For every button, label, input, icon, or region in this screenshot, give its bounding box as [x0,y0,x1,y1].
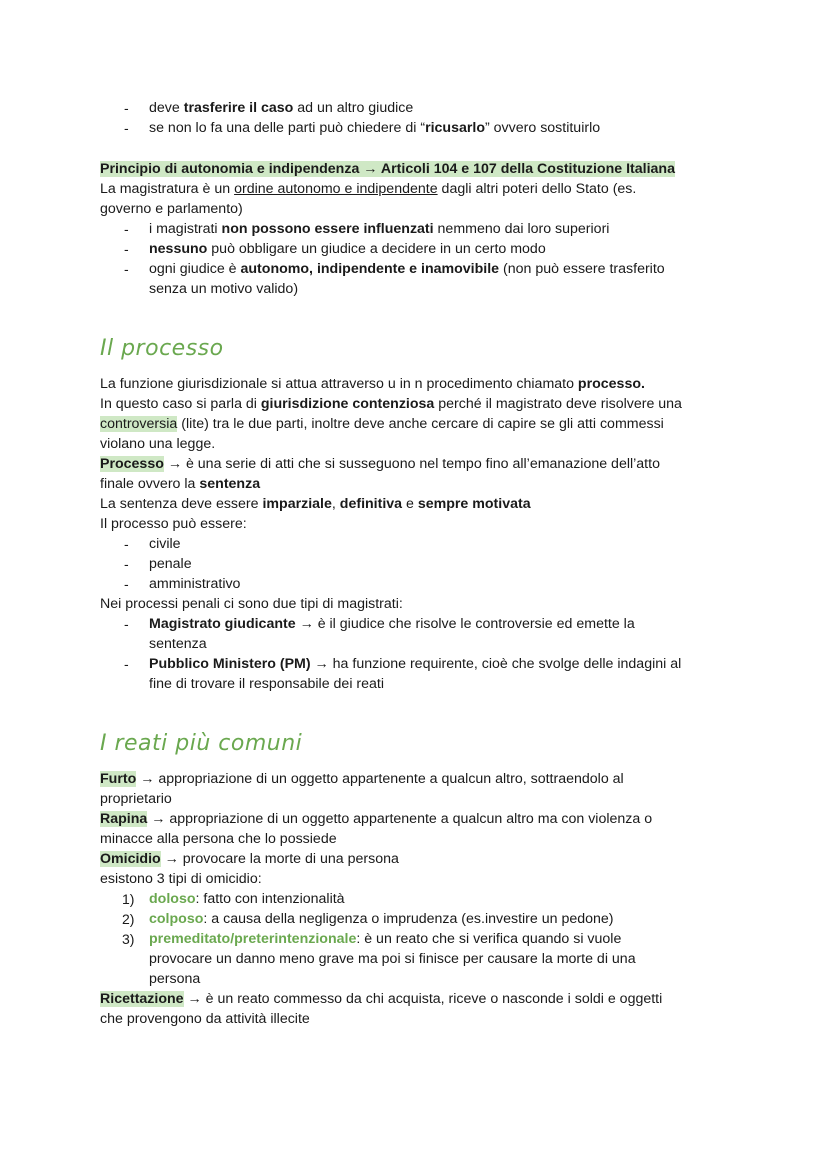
list-item: deve trasferire il caso ad un altro giudice [149,100,414,116]
list-item: nessuno può obbligare un giudice a decidere in un certo modo [149,241,546,257]
paragraph: La funzione giurisdizionale si attua attraverso u in n procedimento chiamato processo. [100,376,645,392]
heading-processo: Il processo [100,336,224,361]
list-item-continuation: persona [149,971,201,987]
paragraph: Rapina → appropriazione di un oggetto appartenente a qualcun altro ma con violenza o [100,811,653,827]
heading-reati: I reati più comuni [100,731,303,756]
list-number: 2) [122,911,135,927]
list-item-continuation: provocare un danno meno grave ma poi si finisce per causare la morte di una [149,951,636,967]
list-item-continuation: sentenza [149,636,207,652]
list-item: se non lo fa una delle parti può chiedere di “ricusarlo” ovvero sostituirlo [149,120,601,136]
section-title: Principio di autonomia e indipendenza → Articoli 104 e 107 della Costituzione Italiana [100,161,675,177]
paragraph: finale ovvero la sentenza [100,476,261,492]
bullet-dash: - [124,241,129,257]
paragraph: violano una legge. [100,436,216,452]
list-number: 3) [122,931,135,947]
list-item: amministrativo [149,576,241,592]
bullet-dash: - [124,221,129,237]
list-item: colposo: a causa della negligenza o imprudenza (es.investire un pedone) [149,911,614,927]
paragraph: Processo → è una serie di atti che si susseguono nel tempo fino all’emanazione dell’atto [100,456,660,472]
list-number: 1) [122,891,135,907]
paragraph: In questo caso si parla di giurisdizione contenziosa perché il magistrato deve risolvere una [100,396,682,412]
list-item: i magistrati non possono essere influenzati nemmeno dai loro superiori [149,221,610,237]
bullet-dash: - [124,576,129,592]
bullet-dash: - [124,556,129,572]
list-item: Pubblico Ministero (PM) → ha funzione requirente, cioè che svolge delle indagini al [149,656,682,672]
bullet-dash: - [124,616,129,632]
paragraph: proprietario [100,791,172,807]
paragraph: Il processo può essere: [100,516,247,532]
paragraph: Nei processi penali ci sono due tipi di magistrati: [100,596,403,612]
paragraph: governo e parlamento) [100,201,243,217]
paragraph: controversia (lite) tra le due parti, inoltre deve anche cercare di capire se gli atti commessi [100,416,664,432]
paragraph: che provengono da attività illecite [100,1011,310,1027]
bullet-dash: - [124,656,129,672]
bullet-dash: - [124,261,129,277]
paragraph: Ricettazione → è un reato commesso da chi acquista, riceve o nasconde i soldi e oggetti [100,991,663,1007]
list-item: Magistrato giudicante → è il giudice che risolve le controversie ed emette la [149,616,635,632]
bullet-dash: - [124,120,129,136]
bullet-dash: - [124,100,129,116]
paragraph: La sentenza deve essere imparziale, definitiva e sempre motivata [100,496,531,512]
list-item: ogni giudice è autonomo, indipendente e inamovibile (non può essere trasferito [149,261,665,277]
list-item: civile [149,536,181,552]
list-item: premeditato/preterintenzionale: è un reato che si verifica quando si vuole [149,931,622,947]
list-item-continuation: senza un motivo valido) [149,281,299,297]
list-item-continuation: fine di trovare il responsabile dei reati [149,676,385,692]
paragraph: minacce alla persona che lo possiede [100,831,337,847]
paragraph: La magistratura è un ordine autonomo e indipendente dagli altri poteri dello Stato (es. [100,181,637,197]
paragraph: Omicidio → provocare la morte di una persona [100,851,399,867]
list-item: doloso: fatto con intenzionalità [149,891,345,907]
paragraph: Furto → appropriazione di un oggetto appartenente a qualcun altro, sottraendolo al [100,771,624,787]
bullet-dash: - [124,536,129,552]
paragraph: esistono 3 tipi di omicidio: [100,871,262,887]
list-item: penale [149,556,192,572]
